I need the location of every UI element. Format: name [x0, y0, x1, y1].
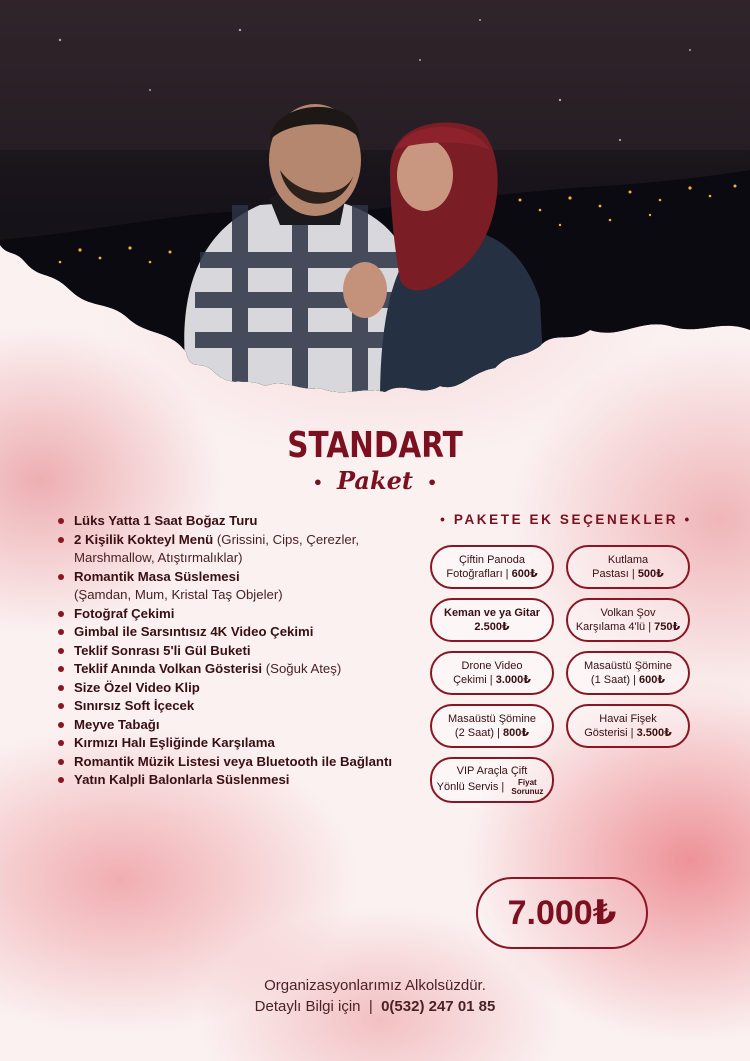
bullet-icon	[58, 611, 64, 617]
bullet-icon	[58, 518, 64, 524]
feature-list	[58, 512, 418, 790]
list-item: Gimbal ile Sarsıntısız 4K Video Çekimi	[58, 623, 418, 642]
phone-number[interactable]: 0(532) 247 01 85	[381, 998, 496, 1015]
list-item: Kırmızı Halı Eşliğinde Karşılama	[58, 734, 418, 753]
bullet-icon	[58, 777, 64, 783]
extra-option: Keman ve ya Gitar 2.500₺	[430, 598, 554, 642]
bullet-icon	[58, 666, 64, 672]
list-item: Teklif Sonrası 5'li Gül Buketi	[58, 642, 418, 661]
extras-title: • PAKETE EK SEÇENEKLER •	[440, 512, 692, 527]
bullet-icon	[58, 722, 64, 728]
list-item: 2 Kişilik Kokteyl Menü (Grissini, Cips, Çerezler,	[58, 531, 418, 550]
bullet-icon	[58, 648, 64, 654]
list-item-continuation: (Şamdan, Mum, Kristal Taş Objeler)	[74, 587, 283, 602]
bullet-icon	[58, 740, 64, 746]
extra-option: Havai Fişek Gösterisi | 3.500₺	[566, 704, 690, 748]
list-item: Fotoğraf Çekimi	[58, 605, 418, 624]
list-item: Teklif Anında Volkan Gösterisi (Soğuk Ateş)	[58, 660, 418, 679]
alcohol-free-note: Organizasyonlarımız Alkolsüzdür.	[264, 977, 486, 994]
list-item: Romantik Masa Süslemesi	[58, 568, 418, 587]
list-item: Yatın Kalpli Balonlarla Süslenmesi	[58, 771, 418, 790]
bullet-icon	[58, 759, 64, 765]
bullet-icon	[58, 685, 64, 691]
extra-option: Çiftin Panoda Fotoğrafları | 600₺	[430, 545, 554, 589]
package-price: 7.000₺	[476, 877, 648, 949]
list-item: Lüks Yatta 1 Saat Boğaz Turu	[58, 512, 418, 531]
extra-option: Masaüstü Şömine (2 Saat) | 800₺	[430, 704, 554, 748]
extra-option: Kutlama Pastası | 500₺	[566, 545, 690, 589]
extra-option: Masaüstü Şömine (1 Saat) | 600₺	[566, 651, 690, 695]
extra-option: Volkan Şov Karşılama 4'lü | 750₺	[566, 598, 690, 642]
contact-line	[0, 998, 750, 1015]
list-item: Sınırsız Soft İçecek	[58, 697, 418, 716]
bullet-icon	[58, 703, 64, 709]
list-item: Romantik Müzik Listesi veya Bluetooth ile Bağlantı	[58, 753, 418, 772]
decorative-dot: •	[426, 473, 438, 492]
list-item: Size Özel Video Klip	[58, 679, 418, 698]
contact-label: Detaylı Bilgi için |	[254, 998, 382, 1015]
bullet-icon	[58, 537, 64, 543]
extra-option: VIP Araçla Çift Yönlü Servis | Fiyat Sorunuz	[430, 757, 554, 803]
package-title: STANDART	[287, 425, 463, 466]
list-item-continuation: Marshmallow, Atıştırmalıklar)	[74, 550, 243, 565]
list-item: Meyve Tabağı	[58, 716, 418, 735]
couple-photo	[0, 0, 750, 400]
package-subtitle-row	[0, 466, 750, 495]
bullet-icon	[58, 629, 64, 635]
bullet-icon	[58, 574, 64, 580]
package-subtitle: Paket	[337, 466, 413, 495]
extra-option: Drone Video Çekimi | 3.000₺	[430, 651, 554, 695]
decorative-dot: •	[312, 473, 324, 492]
